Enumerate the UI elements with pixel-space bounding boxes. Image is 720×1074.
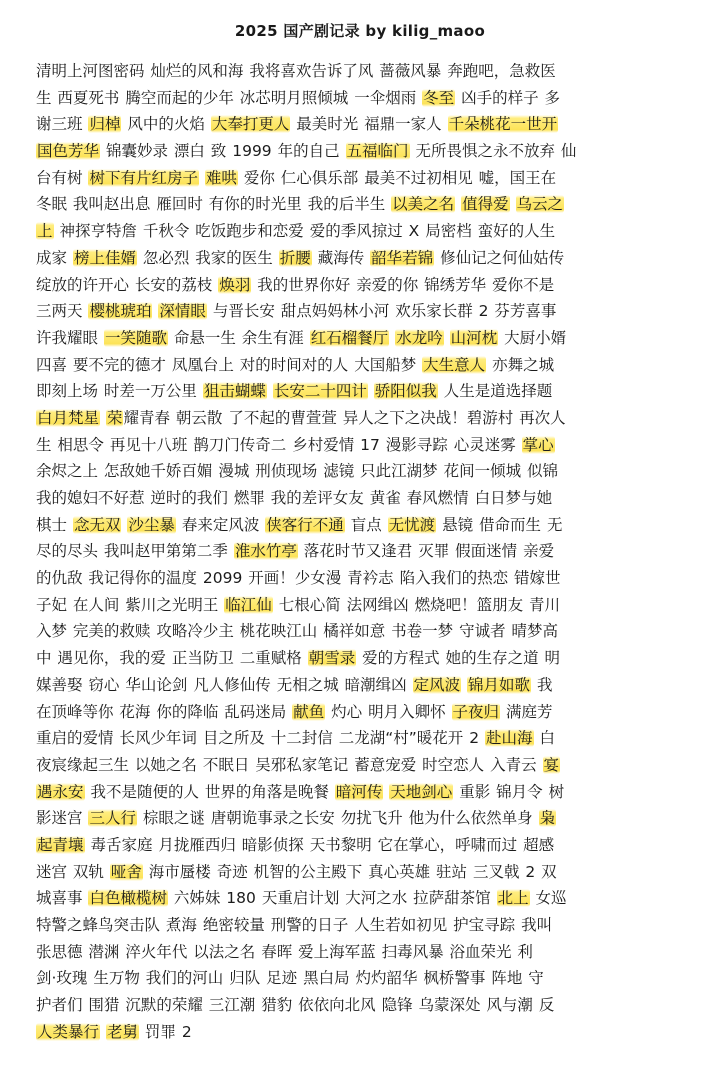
highlighted-title: 淮水竹亭: [234, 542, 297, 561]
text-line: [36, 939, 696, 966]
text-segment: 中 遇见你，我的爱 正当防卫 二重赋格: [36, 649, 308, 668]
text-segment: 许我耀眼: [36, 328, 104, 347]
text-segment: 悬镜 借命而生 无: [436, 515, 563, 534]
text-segment: [444, 329, 450, 347]
highlighted-title: 无忧渡: [388, 515, 436, 534]
highlighted-title: 人类暴行: [37, 1022, 100, 1041]
text-segment: 重启的爱情 长风少年词 目之所及 十二封信 二龙湖“村”暖花开 2: [36, 729, 485, 748]
text-segment: [510, 195, 516, 213]
text-line: [36, 672, 696, 699]
text-line: [36, 752, 696, 779]
text-segment: 冬眠 我叫赵出息 雁回时 有你的时光里 我的后半生: [36, 195, 392, 214]
text-segment: 亦舞之城: [486, 355, 555, 374]
highlighted-title: 朝雪录: [308, 649, 356, 668]
text-line: [36, 272, 696, 299]
highlighted-title: 白月梵星: [37, 408, 100, 427]
text-line: [36, 965, 696, 992]
text-segment: 落花时节又逢君 灭罪 假面迷情 亲爱: [297, 542, 555, 561]
highlighted-title: 侠客行不通: [266, 515, 344, 534]
text-segment: 迷宫 双轨: [36, 862, 110, 881]
text-segment: 最美时光 福鼎一家人: [290, 115, 448, 134]
text-segment: 盲点: [344, 515, 388, 534]
highlighted-title: 五福临门: [346, 142, 409, 161]
text-line: [36, 165, 696, 192]
highlighted-title: 折腰: [279, 248, 311, 267]
text-segment: 爱你 仁心俱乐部 最美不过初相见 嘘，国王在: [237, 168, 557, 187]
text-line: [36, 58, 696, 85]
highlighted-title: 掌心: [522, 435, 554, 454]
highlighted-title: 上: [37, 222, 53, 241]
text-line: [36, 432, 696, 459]
text-line: [36, 725, 696, 752]
text-line: [36, 912, 696, 939]
text-segment: 在顶峰等你 花海 你的降临 乱码迷局: [36, 702, 293, 721]
text-line: [36, 538, 696, 565]
text-segment: 凶手的样子 多: [455, 88, 561, 107]
highlighted-title: 值得爱: [462, 195, 509, 214]
text-line: [36, 485, 696, 512]
text-line: [36, 352, 696, 379]
highlighted-title: 狙击蝴蝶: [203, 382, 266, 401]
text-segment: 生 相思令 再见十八班 鹊刀门传奇二 乡村爱情 17 漫影寻踪 心灵迷雾: [36, 435, 522, 454]
text-segment: 大厨小婿: [498, 328, 567, 347]
highlighted-title: 归棹: [89, 115, 121, 134]
text-segment: 成家: [36, 248, 73, 267]
text-segment: 锦囊妙录 漂白 致 1999 年的自己: [100, 142, 346, 161]
text-segment: 女巡: [529, 889, 567, 908]
text-line: [36, 191, 696, 218]
highlighted-title: 骄阳似我: [374, 382, 437, 401]
text-segment: 尽的尽头 我叫赵甲第第二季: [36, 542, 234, 561]
highlighted-title: 以美之名: [392, 195, 455, 214]
text-segment: 命悬一生 余生有涯: [167, 328, 310, 347]
text-line: [36, 138, 696, 165]
highlighted-title: 焕羽: [219, 275, 251, 294]
highlighted-title: 千朵桃花一世开: [448, 115, 558, 134]
text-segment: 影迷宫: [36, 809, 89, 828]
text-segment: 谢三班: [36, 115, 89, 134]
highlighted-title: 遇永安: [37, 782, 84, 801]
text-segment: 与晋长安 甜点妈妈林小河 欢乐家长群 2 芬芳喜事: [206, 302, 557, 321]
text-segment: 即刻上场 时差一万公里: [36, 382, 203, 401]
text-segment: 罚罪 2: [138, 1022, 192, 1041]
text-segment: 春来定风波: [175, 515, 266, 534]
highlighted-title: 乌云之: [516, 195, 564, 214]
text-line: [36, 992, 696, 1019]
highlighted-title: 锦月如歌: [468, 675, 531, 694]
text-segment: 生 西夏死书 腾空而起的少年 冰芯明月照倾城 一伞烟雨: [36, 88, 423, 107]
text-segment: 我的媳妇不好惹 逆时的我们 燃罪 我的差评女友 黄雀 春风燃情 白日梦与她: [36, 489, 553, 507]
text-segment: 耀青春 朝云散 了不起的曹萱萱 异人之下之决战！碧游村 再次人: [123, 408, 566, 427]
highlighted-title: 树下有片红房子: [89, 168, 198, 187]
highlighted-title: 大生意人: [423, 355, 486, 374]
text-segment: 重影 锦月令 树: [453, 782, 565, 801]
text-segment: 人生是道选择题: [437, 382, 553, 401]
text-segment: 张思德 潜渊 淬火年代 以法之名 春晖 爱上海军蓝 扫毒风暴 浴血荣光 利: [36, 942, 533, 961]
highlighted-title: 樱桃琥珀: [89, 302, 152, 321]
text-segment: 子妃 在人间 紫川之光明王: [36, 595, 225, 614]
text-segment: 余烬之上 怎敌她千娇百媚 漫城 刑侦现场 滤镜 只此江湖梦 花间一倾城 似锦: [36, 462, 558, 481]
text-segment: 棕眼之谜 唐朝诡事录之长安 勿扰飞升 他为什么依然单身: [136, 809, 539, 828]
text-segment: 夜宸缘起三生 以她之名 不眠日 吴邪私家笔记 蓄意宠爱 时空恋人 入青云: [36, 755, 543, 774]
text-segment: 灼心 明月入卿怀: [325, 702, 452, 721]
text-line: [36, 85, 696, 112]
text-line: [36, 378, 696, 405]
text-segment: 四喜 要不完的德才 凤凰台上 对的时间对的人 大国船梦: [36, 355, 423, 374]
text-line: [36, 1019, 696, 1046]
highlighted-title: 定风波: [413, 675, 461, 694]
text-segment: 棋士: [36, 515, 73, 534]
highlighted-title: 三人行: [89, 809, 136, 828]
highlighted-title: 枭: [539, 809, 556, 828]
highlighted-title: 宴: [543, 755, 560, 774]
highlighted-title: 难哄: [205, 168, 237, 187]
text-line: [36, 699, 696, 726]
text-line: [36, 885, 696, 912]
text-segment: 三两天: [36, 302, 89, 321]
text-line: [36, 458, 696, 485]
text-line: [36, 325, 696, 352]
text-segment: 城喜事: [36, 889, 89, 908]
highlighted-title: 子夜归: [452, 702, 500, 721]
document-title: 2025 国产剧记录 by kilig_maoo: [234, 22, 486, 40]
text-segment: 海市蜃楼 奇迹 机智的公主殿下 真心英雄 驻站 三叉戟 2 双: [142, 862, 557, 881]
text-segment: 六姊妹 180 天重启计划 大河之水 拉萨甜茶馆: [167, 889, 497, 908]
highlighted-title: 大奉打更人: [211, 115, 290, 134]
text-segment: 的仇敌 我记得你的温度 2099 开画！少女漫 青衿志 陷入我们的热恋 错嫁世: [36, 569, 561, 588]
highlighted-title: 天地剑心: [390, 782, 453, 801]
text-line: [36, 832, 696, 859]
text-segment: [199, 169, 205, 187]
highlighted-title: 榜上佳婿: [73, 248, 136, 267]
text-segment: 特警之蜂鸟突击队 煮海 绝密较量 刑警的日子 人生若如初见 护宝寻踪 我叫: [36, 916, 553, 934]
text-line: [36, 405, 696, 432]
text-line: [36, 298, 696, 325]
text-segment: [267, 382, 273, 400]
highlighted-title: 水龙吟: [396, 328, 443, 347]
text-segment: 媒善娶 窃心 华山论剑 凡人修仙传 无相之城 暗潮缉凶: [36, 675, 413, 694]
text-segment: 护者们 围猎 沉默的荣耀 三江潮 猎豹 依依向北风 隐锋 乌蒙深处 风与潮 反: [36, 996, 555, 1015]
highlighted-title: 一笑随歌: [104, 328, 167, 347]
highlighted-title: 起青壤: [37, 835, 84, 854]
highlighted-title: 老舅: [106, 1022, 138, 1041]
text-line: [36, 618, 696, 645]
text-line: [36, 565, 696, 592]
text-line: [36, 512, 696, 539]
text-segment: 入梦 完美的救赎 攻略冷少主 桃花映江山 橘祥如意 书卷一梦 守诚者 晴梦高: [36, 622, 558, 641]
text-line: [36, 218, 696, 245]
text-line: [36, 805, 696, 832]
text-segment: 毒舌家庭 月拢雁西归 暗影侦探 天书黎明 它在掌心，呼啸而过 超感: [84, 835, 555, 854]
highlighted-title: 国色芳华: [37, 142, 100, 161]
highlighted-title: 献鱼: [293, 702, 325, 721]
highlighted-title: 红石榴餐厅: [310, 328, 389, 347]
highlighted-title: 北上: [497, 889, 529, 908]
text-segment: 白: [533, 729, 555, 748]
text-line: [36, 111, 696, 138]
highlighted-title: 沙尘暴: [128, 515, 175, 534]
highlighted-title: 韶华若锦: [371, 248, 434, 267]
text-segment: [368, 382, 374, 400]
text-segment: 剑·玫瑰 生万物 我们的河山 归队 足迹 黑白局 灼灼韶华 枫桥警事 阵地 守: [36, 969, 544, 988]
text-segment: 无所畏惧之永不放弃 仙: [409, 142, 577, 161]
highlighted-title: 荣: [106, 408, 123, 427]
text-segment: 七根心简 法网缉凶 燃烧吧！篮朋友 青川: [272, 595, 561, 614]
text-segment: 风中的火焰: [121, 115, 211, 134]
text-segment: 神探亨特詹 千秋令 吃饭跑步和恋爱 爱的季风掠过 X 局密档 蛮好的人生: [53, 222, 556, 241]
text-segment: 爱的方程式 她的生存之道 明: [356, 649, 561, 668]
text-line: [36, 592, 696, 619]
text-segment: 绽放的许开心 长安的荔枝: [36, 275, 219, 294]
text-segment: 藏海传: [311, 248, 371, 267]
text-line: [36, 779, 696, 806]
highlighted-title: 山河枕: [450, 328, 498, 347]
highlighted-title: 深情眼: [159, 302, 206, 321]
drama-list: [36, 58, 696, 1045]
text-line: [36, 245, 696, 272]
highlighted-title: 念无双: [73, 515, 121, 534]
text-segment: 我: [531, 675, 553, 694]
text-segment: 修仙记之何仙姑传: [434, 248, 565, 267]
text-segment: 忽必烈 我家的医生: [136, 248, 279, 267]
text-line: [36, 645, 696, 672]
text-segment: 清明上河图密码 灿烂的风和海 我将喜欢告诉了风 蔷薇风暴 奔跑吧，急救医: [36, 62, 556, 80]
text-segment: 我不是随便的人 世界的角落是晚餐: [84, 782, 335, 801]
highlighted-title: 白色橄榄树: [89, 889, 167, 908]
highlighted-title: 长安二十四计: [273, 382, 367, 401]
highlighted-title: 冬至: [423, 88, 455, 107]
highlighted-title: 暗河传: [335, 782, 383, 801]
text-line: [36, 859, 696, 886]
text-segment: 满庭芳: [500, 702, 553, 721]
text-segment: 台有树: [36, 168, 89, 187]
highlighted-title: 赴山海: [486, 729, 533, 748]
highlighted-title: 哑舍: [110, 862, 142, 881]
highlighted-title: 临江仙: [225, 595, 272, 614]
text-segment: 我的世界你好 亲爱的你 锦绣芳华 爱你不是: [251, 275, 555, 294]
